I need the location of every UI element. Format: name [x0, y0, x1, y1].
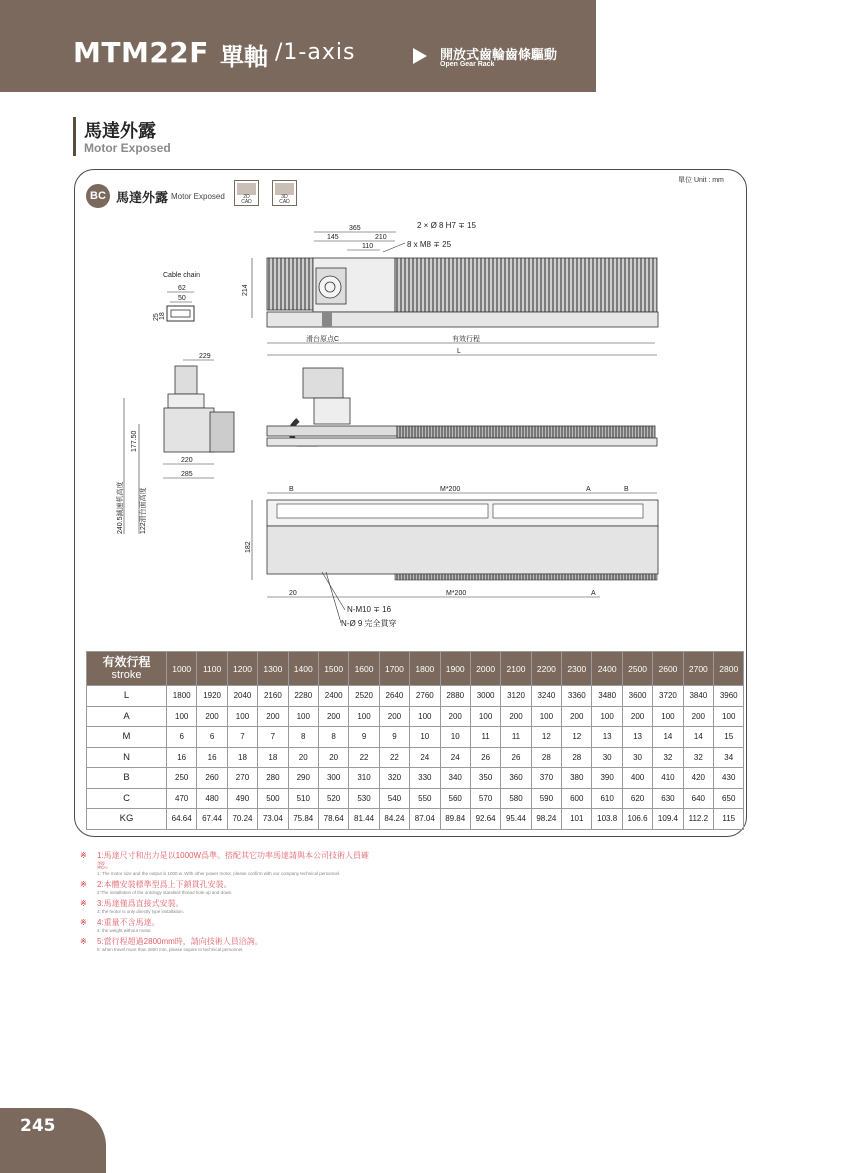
table-cell: 3720 — [653, 686, 683, 707]
cad-2d-label-1: 2D — [243, 194, 250, 200]
stroke-column-header: 1600 — [349, 652, 379, 686]
table-cell: 20 — [288, 747, 318, 768]
note-mark-icon: ※ — [80, 918, 87, 927]
row-label: M — [87, 727, 167, 748]
row-label: KG — [87, 809, 167, 830]
table-cell: 3960 — [714, 686, 744, 707]
table-cell: 18 — [258, 747, 288, 768]
table-cell: 200 — [683, 706, 713, 727]
table-cell: 98.24 — [531, 809, 561, 830]
table-cell: 100 — [227, 706, 257, 727]
label-effective-stroke: 有效行程 — [452, 336, 480, 343]
table-cell: 3600 — [622, 686, 652, 707]
table-cell: 64.64 — [167, 809, 197, 830]
table-row — [87, 706, 744, 727]
table-cell: 650 — [714, 788, 744, 809]
dim-365: 365 — [349, 225, 361, 232]
table-cell: 580 — [501, 788, 531, 809]
table-cell: 100 — [531, 706, 561, 727]
table-cell: 78.64 — [318, 809, 348, 830]
table-cell: 270 — [227, 768, 257, 789]
dim-50: 50 — [178, 295, 186, 302]
table-cell: 320 — [379, 768, 409, 789]
table-cell: 6 — [167, 727, 197, 748]
table-cell: 610 — [592, 788, 622, 809]
table-cell: 640 — [683, 788, 713, 809]
table-cell: 200 — [622, 706, 652, 727]
table-cell: 3000 — [470, 686, 500, 707]
dim-182: 182 — [245, 541, 252, 553]
stroke-column-header: 1000 — [167, 652, 197, 686]
table-cell: 280 — [258, 768, 288, 789]
table-cell: 100 — [410, 706, 440, 727]
label-origin-c: 滑台原点C — [306, 336, 340, 343]
table-cell: 430 — [714, 768, 744, 789]
stroke-column-header: 2100 — [501, 652, 531, 686]
stroke-column-header: 1300 — [258, 652, 288, 686]
table-cell: 11 — [501, 727, 531, 748]
note-mark-icon: ※ — [80, 899, 87, 908]
stroke-header-en: stroke — [111, 669, 142, 681]
table-cell: 32 — [683, 747, 713, 768]
dim-285: 285 — [181, 471, 193, 478]
row-label: A — [87, 706, 167, 727]
table-cell: 510 — [288, 788, 318, 809]
dim-210: 210 — [375, 234, 387, 241]
table-cell: 1920 — [197, 686, 227, 707]
table-cell: 1800 — [167, 686, 197, 707]
note-text-en: 3: the motor is only directly type installation. — [97, 909, 185, 914]
row-label: L — [87, 686, 167, 707]
note-item — [80, 851, 380, 877]
table-cell: 380 — [562, 768, 592, 789]
stroke-column-header: 2700 — [683, 652, 713, 686]
table-cell: 95.44 — [501, 809, 531, 830]
table-cell: 550 — [410, 788, 440, 809]
table-cell: 92.64 — [470, 809, 500, 830]
table-cell: 101 — [562, 809, 592, 830]
table-cell: 100 — [349, 706, 379, 727]
table-cell: 200 — [318, 706, 348, 727]
table-cell: 490 — [227, 788, 257, 809]
table-cell: 360 — [501, 768, 531, 789]
stroke-column-header: 1700 — [379, 652, 409, 686]
table-cell: 103.8 — [592, 809, 622, 830]
stroke-column-header: 1400 — [288, 652, 318, 686]
table-cell: 30 — [622, 747, 652, 768]
table-cell: 3120 — [501, 686, 531, 707]
dim-214: 214 — [242, 284, 249, 296]
table-cell: 14 — [653, 727, 683, 748]
table-cell: 20 — [318, 747, 348, 768]
table-cell: 32 — [653, 747, 683, 768]
table-cell: 350 — [470, 768, 500, 789]
table-cell: 530 — [349, 788, 379, 809]
table-cell: 420 — [683, 768, 713, 789]
table-cell: 100 — [653, 706, 683, 727]
table-cell: 13 — [592, 727, 622, 748]
unit-label: 單位 Unit : mm — [678, 177, 724, 184]
table-cell: 2760 — [410, 686, 440, 707]
table-cell: 12 — [562, 727, 592, 748]
page-number: 245 — [20, 1116, 56, 1136]
stroke-column-header: 2300 — [562, 652, 592, 686]
table-cell: 390 — [592, 768, 622, 789]
section-title-cn: 馬達外露 — [84, 121, 156, 141]
note-text-en: 2:The installation of the ontology standard thread hole up and down. — [97, 890, 233, 895]
notes-list — [80, 851, 380, 956]
table-cell: 540 — [379, 788, 409, 809]
table-cell: 89.84 — [440, 809, 470, 830]
table-cell: 200 — [562, 706, 592, 727]
table-cell: 300 — [318, 768, 348, 789]
stroke-column-header: 2500 — [622, 652, 652, 686]
side-label-gearbox-height: 240.5減速机高度 — [117, 481, 124, 534]
table-header-row — [87, 652, 744, 686]
table-cell: 500 — [258, 788, 288, 809]
table-row — [87, 686, 744, 707]
table-cell: 470 — [167, 788, 197, 809]
table-cell: 67.44 — [197, 809, 227, 830]
thread-spec-2: N-Ø 9 完全貫穿 — [341, 619, 397, 628]
top-dim-B-right: B — [624, 486, 629, 493]
table-cell: 100 — [592, 706, 622, 727]
table-cell: 9 — [349, 727, 379, 748]
axis-title-cn: 單軸 — [220, 43, 268, 71]
table-cell: 3360 — [562, 686, 592, 707]
axis-title-en: /1-axis — [275, 40, 356, 65]
dim-229: 229 — [199, 353, 211, 360]
table-cell: 6 — [197, 727, 227, 748]
table-cell: 24 — [410, 747, 440, 768]
stroke-column-header: 2600 — [653, 652, 683, 686]
table-cell: 590 — [531, 788, 561, 809]
stroke-header-cell — [87, 652, 167, 686]
note-text-cn: 1:馬達尺寸和出力是以1000W爲準。搭配其它功率馬達請與本公司技術人員確認。 — [97, 851, 370, 870]
top-dim-B-left: B — [289, 486, 294, 493]
table-cell: 22 — [379, 747, 409, 768]
table-cell: 330 — [410, 768, 440, 789]
row-label: C — [87, 788, 167, 809]
note-mark-icon: ※ — [80, 937, 87, 946]
table-cell: 620 — [622, 788, 652, 809]
table-cell: 7 — [258, 727, 288, 748]
note-mark-icon: ※ — [80, 851, 87, 860]
table-cell: 2880 — [440, 686, 470, 707]
table-cell: 200 — [440, 706, 470, 727]
table-cell: 400 — [622, 768, 652, 789]
table-cell: 22 — [349, 747, 379, 768]
table-cell: 570 — [470, 788, 500, 809]
table-cell: 28 — [531, 747, 561, 768]
table-cell: 115 — [714, 809, 744, 830]
table-cell: 630 — [653, 788, 683, 809]
table-cell: 2280 — [288, 686, 318, 707]
dim-18: 18 — [159, 312, 166, 320]
table-cell: 3480 — [592, 686, 622, 707]
note-item — [80, 918, 380, 934]
table-cell: 2040 — [227, 686, 257, 707]
table-cell: 290 — [288, 768, 318, 789]
stroke-column-header: 1500 — [318, 652, 348, 686]
note-text-cn: 5:當行程超過2800mm時，請向技術人員洽詢。 — [97, 937, 263, 946]
table-cell: 10 — [440, 727, 470, 748]
bottom-dim-M200: M*200 — [446, 590, 467, 597]
cad-3d-label-2: CAD — [279, 199, 290, 205]
table-cell: 410 — [653, 768, 683, 789]
drive-type-en: Open Gear Rack — [440, 61, 495, 68]
table-cell: 2640 — [379, 686, 409, 707]
table-cell: 16 — [167, 747, 197, 768]
table-row — [87, 727, 744, 748]
label-L: L — [457, 348, 461, 355]
row-label: N — [87, 747, 167, 768]
table-cell: 480 — [197, 788, 227, 809]
table-cell: 12 — [531, 727, 561, 748]
stroke-column-header: 1800 — [410, 652, 440, 686]
stroke-header-cn: 有效行程 — [102, 655, 151, 669]
table-cell: 70.24 — [227, 809, 257, 830]
section-title-en: Motor Exposed — [84, 141, 171, 155]
stroke-spec-table — [86, 651, 744, 830]
model-title: MTM22F — [73, 36, 209, 69]
table-cell: 2520 — [349, 686, 379, 707]
stroke-column-header: 2800 — [714, 652, 744, 686]
table-cell: 3240 — [531, 686, 561, 707]
table-cell: 260 — [197, 768, 227, 789]
table-cell: 560 — [440, 788, 470, 809]
cable-chain-label: Cable chain — [163, 272, 200, 279]
table-cell: 9 — [379, 727, 409, 748]
table-cell: 24 — [440, 747, 470, 768]
row-label: B — [87, 768, 167, 789]
table-cell: 26 — [501, 747, 531, 768]
note-text-en: 1: The motor size and the output is 1000 w. With other power motor, please confirm with our company technical personnel. — [97, 871, 341, 876]
table-row — [87, 768, 744, 789]
table-cell: 2400 — [318, 686, 348, 707]
table-cell: 11 — [470, 727, 500, 748]
table-cell: 28 — [562, 747, 592, 768]
note-item — [80, 899, 380, 915]
note-item — [80, 880, 380, 896]
table-cell: 106.6 — [622, 809, 652, 830]
table-cell: 100 — [167, 706, 197, 727]
table-cell: 100 — [714, 706, 744, 727]
side-label-table-height: 122滑台面高度 — [140, 487, 147, 534]
table-cell: 2160 — [258, 686, 288, 707]
note-item — [80, 937, 380, 953]
stroke-column-header: 2400 — [592, 652, 622, 686]
table-cell: 87.04 — [410, 809, 440, 830]
table-cell: 200 — [197, 706, 227, 727]
table-cell: 75.84 — [288, 809, 318, 830]
stroke-column-header: 1900 — [440, 652, 470, 686]
note-text-cn: 2:本體安裝標準型爲上下鎖貫孔安裝。 — [97, 880, 232, 889]
bottom-dim-A: A — [591, 590, 596, 597]
table-cell: 81.44 — [349, 809, 379, 830]
table-cell: 13 — [622, 727, 652, 748]
hole-spec-1: 2 × Ø 8 H7 ∓ 15 — [417, 221, 476, 230]
note-mark-icon: ※ — [80, 880, 87, 889]
note-text-cn: 3:馬達僅爲直接式安裝。 — [97, 899, 184, 908]
table-cell: 84.24 — [379, 809, 409, 830]
model-badge: BC — [86, 184, 110, 208]
table-cell: 600 — [562, 788, 592, 809]
table-cell: 26 — [470, 747, 500, 768]
stroke-column-header: 2000 — [470, 652, 500, 686]
table-cell: 7 — [227, 727, 257, 748]
table-row — [87, 788, 744, 809]
top-dim-M200: M*200 — [440, 486, 461, 493]
table-cell: 520 — [318, 788, 348, 809]
stroke-column-header: 1200 — [227, 652, 257, 686]
hole-spec-2: 8 x M8 ∓ 25 — [407, 240, 452, 249]
dim-62: 62 — [178, 285, 186, 292]
note-text-en: 5: when travel more than 2800 mm, please inquire to technical personnel. — [97, 947, 244, 952]
table-cell: 16 — [197, 747, 227, 768]
table-cell: 109.4 — [653, 809, 683, 830]
note-text-en: 4: the weight without motor. — [97, 928, 152, 933]
dim-220: 220 — [181, 457, 193, 464]
dim-177-50: 177.50 — [131, 430, 138, 452]
table-cell: 3840 — [683, 686, 713, 707]
dim-110: 110 — [362, 243, 374, 250]
table-cell: 112.2 — [683, 809, 713, 830]
table-cell: 100 — [288, 706, 318, 727]
drive-type-cn: 開放式齒輪齒條驅動 — [440, 47, 558, 62]
table-cell: 30 — [592, 747, 622, 768]
cad-2d-label-2: CAD — [241, 199, 252, 205]
table-cell: 14 — [683, 727, 713, 748]
table-row — [87, 747, 744, 768]
table-body — [87, 686, 744, 830]
cad-3d-label-1: 3D — [281, 194, 288, 200]
top-dim-A: A — [586, 486, 591, 493]
note-text-cn: 4:重量不含馬達。 — [97, 918, 160, 927]
table-cell: 18 — [227, 747, 257, 768]
table-cell: 200 — [501, 706, 531, 727]
table-cell: 250 — [167, 768, 197, 789]
panel-title-en: Motor Exposed — [171, 192, 225, 201]
table-cell: 10 — [410, 727, 440, 748]
table-cell: 8 — [318, 727, 348, 748]
table-cell: 8 — [288, 727, 318, 748]
table-cell: 310 — [349, 768, 379, 789]
table-cell: 73.04 — [258, 809, 288, 830]
table-cell: 200 — [258, 706, 288, 727]
panel-title-cn: 馬達外露 — [116, 190, 169, 205]
stroke-column-header: 2200 — [531, 652, 561, 686]
table-cell: 370 — [531, 768, 561, 789]
stroke-column-header: 1100 — [197, 652, 227, 686]
table-cell: 200 — [379, 706, 409, 727]
table-row — [87, 809, 744, 830]
dim-20: 20 — [289, 590, 297, 597]
thread-spec-1: N-M10 ∓ 16 — [347, 605, 392, 614]
dim-25: 25 — [153, 313, 160, 321]
table-cell: 15 — [714, 727, 744, 748]
dim-145: 145 — [327, 234, 339, 241]
table-cell: 34 — [714, 747, 744, 768]
table-cell: 100 — [470, 706, 500, 727]
table-cell: 340 — [440, 768, 470, 789]
